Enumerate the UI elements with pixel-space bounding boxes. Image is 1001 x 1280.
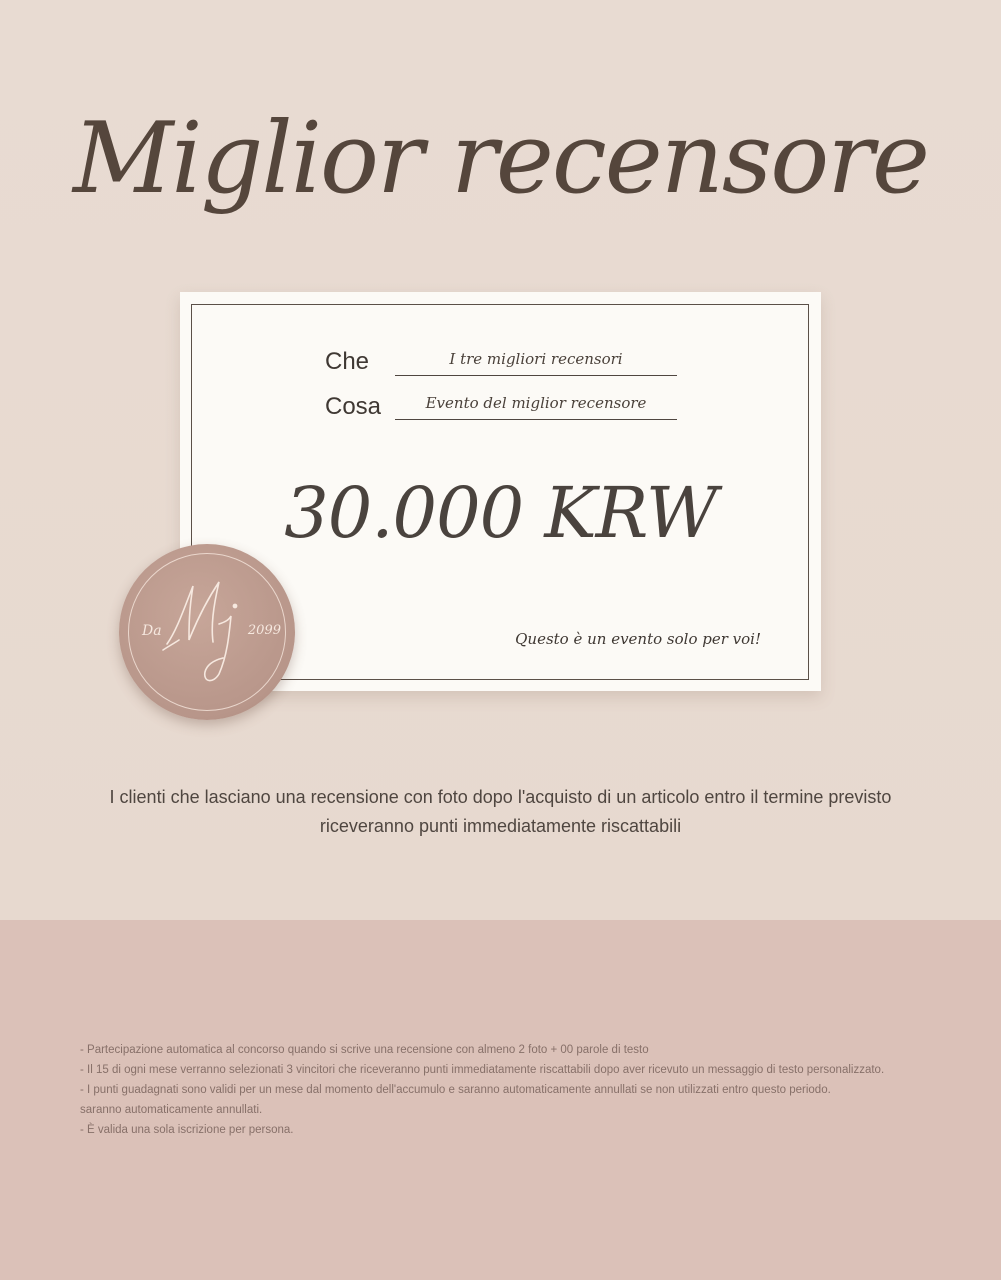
rules-list	[80, 1040, 980, 1140]
description-line: riceveranno punti immediatamente riscattabili	[319, 816, 682, 836]
who-value: I tre migliori recensori	[449, 350, 623, 368]
what-underline	[395, 419, 677, 420]
rule-item: saranno automaticamente annullati.	[80, 1104, 263, 1116]
card-note: Questo è un evento solo per voi!	[515, 630, 761, 648]
seal-right-text: 2099	[247, 623, 281, 638]
rule-item: - È valida una sola iscrizione per persona.	[80, 1124, 294, 1136]
rule-item: - I punti guadagnati sono validi per un mese dal momento dell'accumulo e saranno automaticamente annullati se non utilizzati entro questo periodo.	[80, 1084, 831, 1096]
reward-amount: 30.000 KRW	[284, 472, 717, 554]
rule-item: - Il 15 di ogni mese verranno selezionati 3 vincitori che riceveranno punti immediatamente riscattabili dopo aver ricevuto un messaggio di testo personalizzato.	[80, 1064, 885, 1076]
wax-seal	[119, 544, 295, 720]
description-line: I clienti che lasciano una recensione con foto dopo l'acquisto di un articolo entro il termine previsto	[109, 787, 892, 807]
event-description	[60, 783, 941, 841]
page-title: Miglior recensore	[72, 102, 929, 216]
what-value: Evento del miglior recensore	[425, 394, 647, 412]
who-label: Che	[325, 348, 370, 375]
who-underline	[395, 375, 677, 376]
rule-item: - Partecipazione automatica al concorso quando si scrive una recensione con almeno 2 foto + 00 parole di testo	[80, 1044, 649, 1056]
what-label: Cosa	[325, 393, 382, 420]
seal-monogram-icon	[159, 566, 255, 686]
seal-left-text: Da	[142, 623, 162, 639]
